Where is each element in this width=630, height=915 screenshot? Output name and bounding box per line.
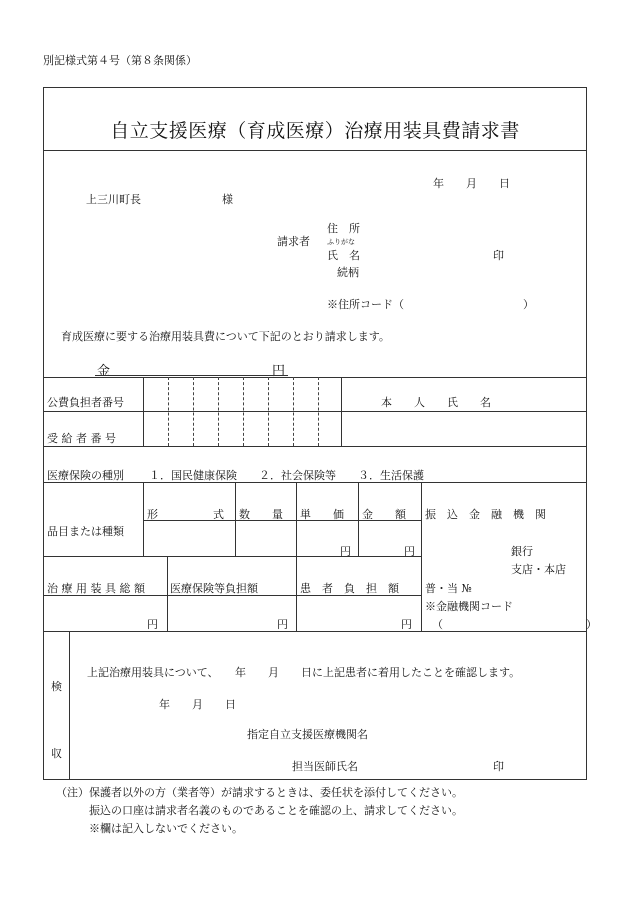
yen-label: 円 [401,618,412,631]
form-title: 自立支援医療（育成医療）治療用装具費請求書 [110,120,520,142]
bank-code-label: ※金融機関コード [425,600,513,613]
address-code-close: ） [523,298,534,311]
insurance-options: １．国民健康保険 ２．社会保険等 ３．生活保護 [149,469,424,482]
grid-line [167,556,168,631]
digit-divider [293,377,294,446]
branch-label: 支店・本店 [511,563,566,576]
amount-kin: 金 [97,364,111,379]
yen-label: 円 [340,545,351,558]
insurance-burden-label: 医療保険等負担額 [170,582,258,595]
inspection-side-bottom: 収 [51,747,62,760]
furigana-label: ふりがな [327,238,355,246]
date-label: 年 月 日 [433,177,510,190]
grid-line [143,377,144,446]
bank-label: 銀行 [511,545,533,558]
inspection-side-top: 検 [51,680,62,693]
grid-line [43,556,421,557]
grid-line [43,377,587,378]
address-label: 住 所 [327,222,360,235]
digit-divider [218,377,219,446]
addressee: 上三川町長 [86,193,141,206]
grid-line [43,446,587,447]
digit-divider [318,377,319,446]
grid-line [341,377,342,446]
doctor-label: 担当医師氏名 [292,760,358,773]
note-line-3: ※欄は記入しないでください。 [89,822,243,835]
col-transfer: 振 込 金 融 機 関 [425,508,546,521]
person-name-label: 本 人 氏 名 [381,396,491,409]
patient-burden-label: 患 者 負 担 額 [300,582,399,595]
seal-label: 印 [493,249,504,262]
account-type: 普・当 № [425,582,472,595]
grid-line [296,556,297,631]
digit-divider [268,377,269,446]
divider [43,150,587,151]
amount-en: 円 [272,364,286,379]
doctor-seal-label: 印 [493,760,504,773]
note-line-2: 振込の口座は請求者名義のものであることを確認の上、請求してください。 [89,804,463,817]
grid-line [358,482,359,556]
payer-number-label: 公費負担者番号 [47,396,124,409]
col-amount: 金 額 [362,508,406,521]
sama-label: 様 [222,193,233,206]
address-code-label: ※住所コード（ [327,298,404,311]
statement: 育成医療に要する治療用装具費について下記のとおり請求します。 [61,330,390,343]
col-price: 単 価 [300,508,344,521]
institution-label: 指定自立支援医療機関名 [247,728,368,741]
grid-line [296,482,297,556]
digit-divider [243,377,244,446]
item-type-label: 品目または種類 [47,525,124,538]
name-label: 氏 名 [327,249,360,262]
yen-label: 円 [404,545,415,558]
grid-line [143,482,144,556]
bank-code-paren: （ ） [432,618,597,631]
yen-label: 円 [277,618,288,631]
confirm-text: 上記治療用装具について、 年 月 日に上記患者に着用したことを確認します。 [87,666,521,679]
col-qty: 数 量 [239,508,283,521]
col-shape: 形 式 [147,508,224,521]
digit-divider [193,377,194,446]
grid-line [421,482,422,631]
digit-divider [168,377,169,446]
insurance-type-label: 医療保険の種別 [47,469,124,482]
form-reference: 別記様式第４号（第８条関係） [43,54,197,67]
total-label: 治 療 用 装 具 総 額 [47,582,145,595]
grid-line [235,482,236,556]
grid-line [69,631,70,780]
inspection-date: 年 月 日 [159,698,236,711]
note-line-1: 保護者以外の方（業者等）が請求するときは、委任状を添付してください。 [89,786,463,799]
grid-line [43,411,587,412]
amount-underline [95,375,288,376]
yen-label: 円 [147,618,158,631]
recipient-number-label: 受 給 者 番 号 [47,432,116,445]
notes-mark: （注） [56,786,89,799]
claimant-label: 請求者 [277,235,310,248]
relation-label: 続柄 [337,266,359,279]
